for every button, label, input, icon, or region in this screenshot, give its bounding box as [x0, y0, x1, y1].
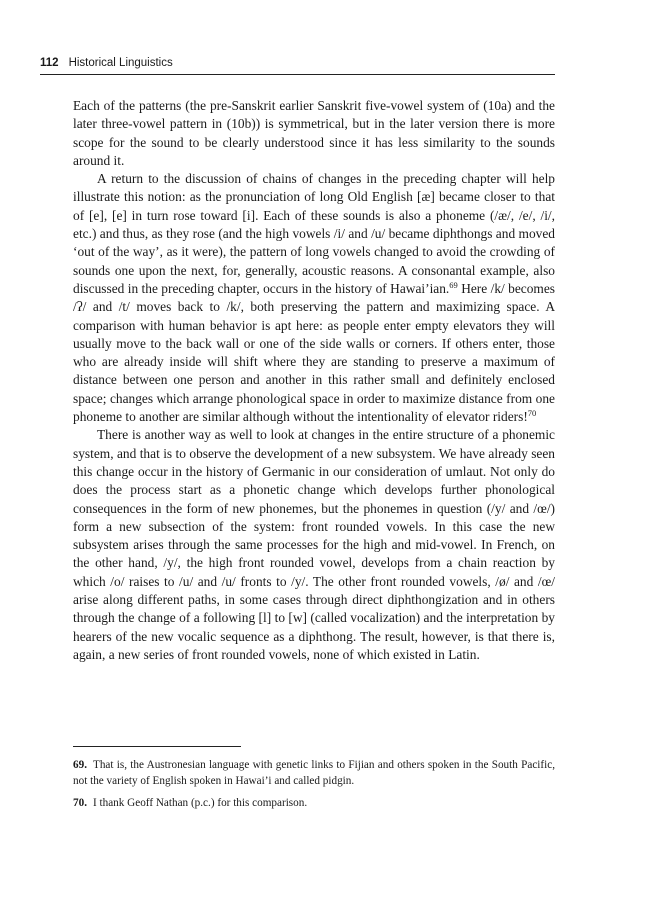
paragraph-2	[73, 170, 555, 426]
paragraph-3	[73, 426, 555, 664]
footnote-divider	[73, 746, 241, 747]
running-title: Historical Linguistics	[68, 57, 173, 69]
footnote-70	[73, 796, 555, 812]
footnote-text: That is, the Austronesian language with genetic links to Fijian and others spoken in the South Pacific, not the variety of English spoken in Hawai’i and called pidgin.	[73, 759, 555, 787]
footnote-text: I thank Geoff Nathan (p.c.) for this comparison.	[92, 797, 308, 810]
footnote-number: 69.	[73, 759, 87, 771]
footnote-69	[73, 758, 555, 789]
body-text	[73, 97, 555, 664]
paragraph-2-text: A return to the discussion of chains of changes in the preceding chapter will help illustrate this notion: as the pronunciation of long Old English [æ] became closer to that of [e], [e] in turn rose toward [i]. Each of these sounds is also a phoneme (/æ/, /e/, /i/, etc.) and thus, as they rose (and the high vowels /i/ and /u/ became diphthongs and moved ‘out of the way’, as it were), the pattern of long vowels changed to avoid the crowding of sounds one upon the next, for, generally, acoustic reasons. A consonantal example, also discussed in the preceding chapter, occurs in the history of Hawai’ian.	[73, 171, 555, 296]
footnote-ref-70[interactable]: 70	[527, 408, 537, 419]
paragraph-2-text-cont: Here /k/ becomes /ʔ/ and /t/ moves back to /k/, both preserving the pattern and maximizing space. A comparison with human behavior is apt here: as people enter empty elevators they will usually move to the back wall or one of the side walls or corners. If others enter, those who are already inside will shift where they are standing to preserve a maximum of distance between one person and another in this rather small and definitely enclosed space; changes which arrange phonological space in order to maximize distance from one phoneme to another are similar although without the intentionality of elevator riders!	[73, 280, 555, 425]
running-header	[40, 57, 555, 75]
footnote-ref-69[interactable]: 69	[449, 279, 458, 290]
page-number: 112	[40, 57, 59, 69]
paragraph-1-text: Each of the patterns (the pre-Sanskrit earlier Sanskrit five-vowel system of (10a) and the later three-vowel pattern in (10b)) is symmetrical, but in the later version there is more scope for the sound to be clearly understood since it has less similarity to the sounds around it.	[73, 98, 555, 168]
paragraph-3-text: There is another way as well to look at changes in the entire structure of a phonemic system, and that is to observe the development of a new subsystem. We have already seen this change occur in the history of Germanic in our consideration of umlaut. Not only do does the process start as a phonetic change which develops further phonological consequences in the form of new phonemes, but the phonemes in question (/y/ and /œ/) form a new subsection of the system: front rounded vowels. In this case the new subsystem arises through the same processes for the high and mid-vowel. In French, on the other hand, /y/, the high front rounded vowel, develops from a chain reaction by which /o/ raises to /u/ and /u/ fronts to /y/. The other front rounded vowels, /ø/ and /œ/ arise along different paths, in some cases through direct diphthongization and in others through the change of a following [l] to [w] (called vocalization) and the interpretation by hearers of the new vocalic sequence as a diphthong. The result, however, is that there is, again, a new series of front rounded vowels, none of which existed in Latin.	[73, 427, 555, 662]
footnote-number: 70.	[73, 797, 87, 810]
paragraph-1	[73, 97, 555, 170]
footnotes	[73, 758, 555, 819]
